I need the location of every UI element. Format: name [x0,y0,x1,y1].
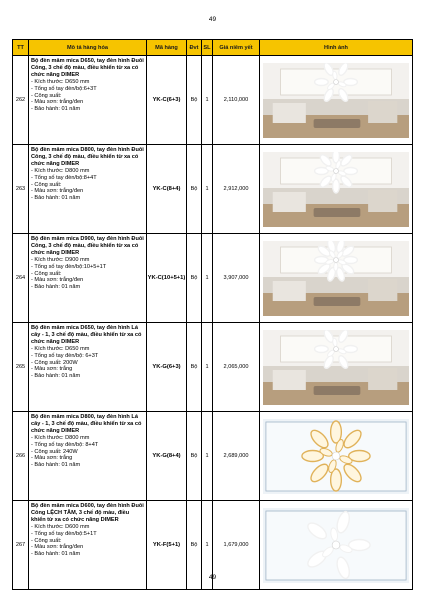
spec-line: - Màu sơn: trắng/đen [31,99,84,106]
header-qty: SL [202,40,213,56]
product-unit: Bộ [187,323,202,412]
row-number: 263 [13,145,29,234]
product-unit: Bộ [187,412,202,501]
spec-line: - Màu sơn: trắng [31,366,73,373]
product-qty: 1 [202,56,213,145]
page-number-bottom: 49 [208,574,217,581]
price-list-table [12,39,413,590]
row-number: 266 [13,412,29,501]
product-row [13,234,413,323]
product-row [13,412,413,501]
product-price: 2,912,000 [213,145,260,234]
ceiling-lamp-photo [263,241,409,316]
spec-line: - Tổng số tay đèn/bộ: 6+3T [31,352,99,359]
product-description [29,412,147,501]
product-title: Bộ đèn mâm mica D650, tay đèn hình Lá cây - 1, 3 chế độ màu, điều khiển từ xa có chức năng DIMER [31,325,142,345]
spec-line: - Công suất: [31,92,62,99]
spec-line: - Bảo hành: 01 năm [31,195,81,202]
product-qty: 1 [202,501,213,590]
spec-line: - Kích thước: D650 mm [31,345,90,352]
spec-line: - Màu sơn: trắng [31,455,73,462]
product-image [260,323,413,412]
header-description: Mô tả hàng hóa [29,40,147,56]
spec-line: - Màu sơn: trắng/đen [31,277,84,284]
spec-line: - Tổng số tay đèn/bộ:5+1T [31,530,97,537]
product-qty: 1 [202,412,213,501]
product-price: 3,907,000 [213,234,260,323]
product-row [13,145,413,234]
product-title: Bộ đèn mâm mica D900, tay đèn hình Đuôi Công, 3 chế độ màu, điều khiển từ xa có chức năng DIMER [31,236,144,256]
product-title: Bộ đèn mâm mica D800, tay đèn hình Đuôi Công, 3 chế độ màu, điều khiển từ xa có chức năng DIMER [31,147,144,167]
spec-line: - Bảo hành: 01 năm [31,106,81,113]
spec-line: - Công suất: [31,537,62,544]
page-number-top: 49 [208,16,217,23]
product-row [13,56,413,145]
product-title: Bộ đèn mâm mica D800, tay đèn hình Lá cây - 1, 3 chế độ màu, điều khiển từ xa có chức năng DIMER [31,414,142,434]
product-unit: Bộ [187,234,202,323]
product-title: Bộ đèn mâm mica D600, tay đèn hình Đuôi Công LỆCH TÂM, 3 chế độ màu, điều khiển từ xa có chức năng DIMER [31,503,144,523]
spec-line: - Công suất: 240W [31,448,78,455]
spec-line: - Kích thước: D600 mm [31,523,90,530]
ceiling-lamp-photo [263,419,409,494]
spec-line: - Tổng số tay đèn/bộ:10+5+1T [31,263,107,270]
spec-line: - Kích thước: D650 mm [31,78,90,85]
product-unit: Bộ [187,56,202,145]
product-description [29,56,147,145]
product-qty: 1 [202,234,213,323]
ceiling-lamp-photo [263,63,409,138]
product-price: 1,679,000 [213,501,260,590]
product-code: YK-C(8+4) [147,145,187,234]
row-number: 262 [13,56,29,145]
header-tt: TT [13,40,29,56]
product-image [260,145,413,234]
spec-line: - Màu sơn: trắng/đen [31,544,84,551]
spec-line: - Bảo hành: 01 năm [31,462,81,469]
product-description [29,323,147,412]
row-number: 265 [13,323,29,412]
product-code: YK-C(10+5+1) [147,234,187,323]
header-price: Giá niêm yết [213,40,260,56]
header-code: Mã hàng [147,40,187,56]
spec-line: - Kích thước: D800 mm [31,434,90,441]
product-price: 2,689,000 [213,412,260,501]
product-description [29,145,147,234]
product-description [29,234,147,323]
table-header-row [13,40,413,56]
header-unit: Đvt [187,40,202,56]
product-row [13,323,413,412]
ceiling-lamp-photo [263,330,409,405]
spec-line: - Tổng số tay đèn/bộ:8+4T [31,174,97,181]
spec-line: - Công suất: [31,181,62,188]
spec-line: - Tổng số tay đèn/bộ: 8+4T [31,441,99,448]
ceiling-lamp-photo [263,152,409,227]
spec-line: - Kích thước: D800 mm [31,167,90,174]
row-number: 264 [13,234,29,323]
product-qty: 1 [202,323,213,412]
spec-line: - Bảo hành: 01 năm [31,284,81,291]
product-code: YK-C(6+3) [147,56,187,145]
header-image: Hình ảnh [260,40,413,56]
product-code: YK-F(5+1) [147,501,187,590]
spec-line: - Màu sơn: trắng/đen [31,188,84,195]
product-qty: 1 [202,145,213,234]
product-price: 2,110,000 [213,56,260,145]
spec-line: - Công suất: 200W [31,359,78,366]
row-number: 267 [13,501,29,590]
product-image [260,412,413,501]
product-code: YK-G(6+3) [147,323,187,412]
product-image [260,56,413,145]
product-title: Bộ đèn mâm mica D650, tay đèn hình Đuôi Công, 3 chế độ màu, điều khiển từ xa có chức năng DIMER [31,58,144,78]
ceiling-lamp-photo [263,508,409,583]
product-image [260,234,413,323]
spec-line: - Bảo hành: 01 năm [31,551,81,558]
product-code: YK-G(8+4) [147,412,187,501]
spec-line: - Bảo hành: 01 năm [31,373,81,380]
spec-line: - Kích thước: D900 mm [31,256,90,263]
spec-line: - Tổng số tay đèn/bộ:6+3T [31,85,97,92]
spec-line: - Công suất: [31,270,62,277]
product-unit: Bộ [187,501,202,590]
product-unit: Bộ [187,145,202,234]
product-price: 2,065,000 [213,323,260,412]
